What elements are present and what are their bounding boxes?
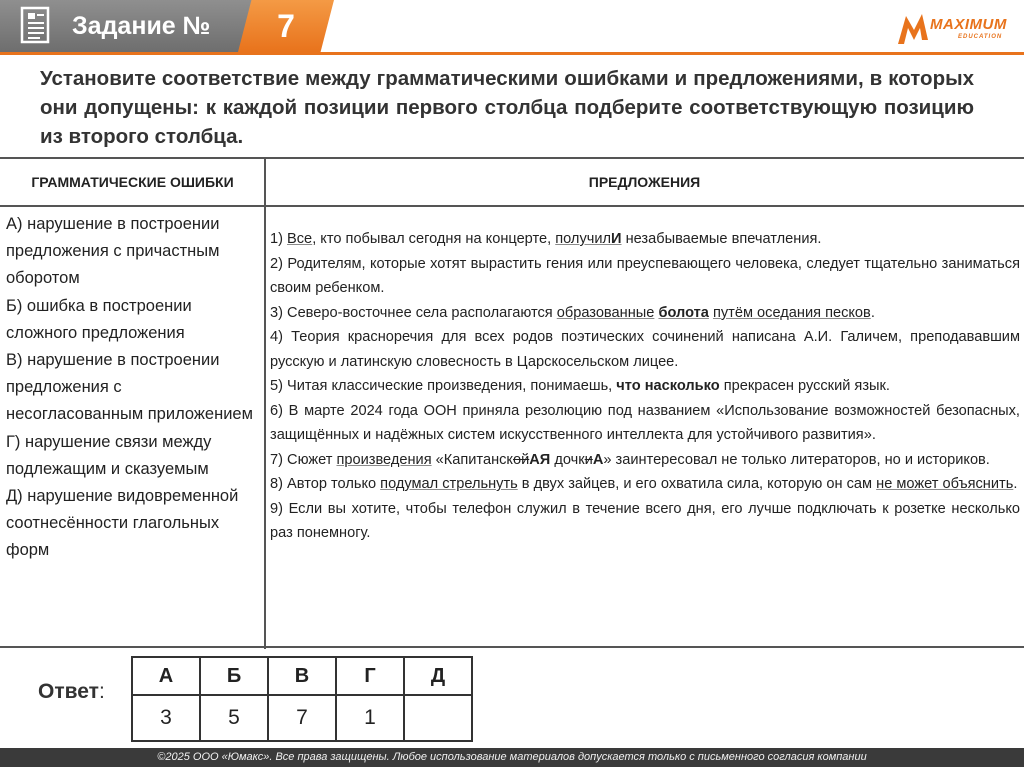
underlined-word: Все [287,231,313,247]
answer-letter-g: Г [336,657,404,695]
document-icon [20,6,54,46]
answer-cell-v[interactable]: 7 [268,695,336,741]
underlined-phrase: подумал стрельнуть [380,476,518,492]
answer-label-colon: : [98,680,105,703]
answer-label-text: Ответ [38,680,99,703]
sentences-column-header: ПРЕДЛОЖЕНИЯ [588,174,701,190]
errors-column-header: ГРАММАТИЧЕСКИЕ ОШИБКИ [31,174,234,190]
underlined-word: образованные [556,304,655,321]
sentence-text: 7) Сюжет [270,451,337,468]
answer-cell-d[interactable] [404,695,472,741]
task-label: Задание № [72,12,211,40]
sentences-list [270,227,1020,546]
header-divider [0,52,1024,55]
sentence-text: 3) Северо-восточнее села располагаются [270,304,557,321]
sentence-text: . [870,304,875,321]
matching-table [0,157,1024,647]
sentence-text: 8) Автор только [270,476,381,492]
answer-cell-a[interactable]: 3 [132,695,200,741]
sentence-text: прекрасен русский язык. [719,378,890,394]
sentence-4: 4) Теория красноречия для всех родов поэтических сочинений написана А.И. Галичем, преподававшим русскую и латинскую словесность в Царскосельском лицее. [270,329,1020,370]
underlined-word: произведения [336,451,432,468]
sentence-5 [270,374,1020,399]
answer-letter-v: В [268,657,336,695]
sentence-text: 5) Читая классические произведения, понимаешь, [270,378,617,394]
underlined-phrase: не может объяснить [876,476,1014,492]
logo-text: MAXIMUM [930,16,1007,33]
sentence-6: 6) В марте 2024 года ООН приняла резолюцию под названием «Использование возможностей безопасных, защищённых и надёжных систем искусственного интеллекта для устойчивого развития». [270,402,1020,443]
highlighted-word: болота [658,304,709,321]
sentence-text: дочк [550,451,585,468]
sentence-3 [270,301,1020,326]
sentence-9: 9) Если вы хотите, чтобы телефон служил в течение всего дня, его лучше подключать к розетке несколько раз понемногу. [270,500,1020,541]
correction-letter: А [592,451,604,468]
sentence-text: получил [555,231,612,247]
answer-letter-d: Д [404,657,472,695]
answer-letters-row [132,657,472,695]
table-bottom-border [0,646,1024,648]
error-item-d: Д) нарушение видовременной соотнесённости глагольных форм [6,487,239,560]
answer-letter-b: Б [200,657,268,695]
correction-letter: И [611,231,622,247]
correction-letter: АЯ [529,451,551,468]
error-item-g: Г) нарушение связи между подлежащим и сказуемым [6,432,212,478]
error-item-v: В) нарушение в построении предложения с несогласованным приложением [6,351,253,424]
sentence-text: в двух зайцев, и его охватила сила, которую он сам [517,476,877,492]
highlighted-word: что насколько [616,378,720,394]
error-item-b: Б) ошибка в построении сложного предложения [6,296,192,342]
struck-letters: ой [512,451,530,468]
error-item-a: А) нарушение в построении предложения с причастным оборотом [6,215,220,288]
task-statement: Установите соответствие между грамматическими ошибками и предложениями, в которых они допущены: к каждой позиции первого столбца подберите соответствующую позицию из второго столбца. [40,67,974,148]
sentence-2: 2) Родителям, которые хотят вырастить гения или преуспевающего человека, следует тщательно заниматься своим ребенком. [270,255,1020,296]
underlined-word [555,231,621,247]
logo-subtext: EDUCATION [958,34,1003,40]
errors-list [6,211,258,565]
copyright-footer: ©2025 ООО «Юмакс». Все права защищены. Любое использование материалов допускается только с письменного согласия компании [0,748,1024,767]
answer-letter-a: А [132,657,200,695]
sentence-text: . [1013,476,1018,492]
sentence-number: 1) [270,231,288,247]
answer-label [38,680,105,704]
table-header-divider [0,205,1024,207]
sentence-7 [270,448,1020,473]
sentence-1 [270,227,1020,252]
sentence-8 [270,472,1020,497]
answer-table [131,656,473,742]
sentence-text: незабываемые впечатления. [621,231,822,247]
sentence-text: , кто побывал сегодня на концерте, [312,231,556,247]
sentence-text: » заинтересовал не только литераторов, но и историков. [603,451,990,468]
task-number: 7 [277,8,295,44]
table-column-divider [264,159,266,649]
underlined-phrase: путём оседания песков [712,304,871,321]
answer-values-row [132,695,472,741]
sentence-text: «Капитанск [431,451,513,468]
answer-cell-b[interactable]: 5 [200,695,268,741]
struck-letters: и [584,451,593,468]
answer-cell-g[interactable]: 1 [336,695,404,741]
